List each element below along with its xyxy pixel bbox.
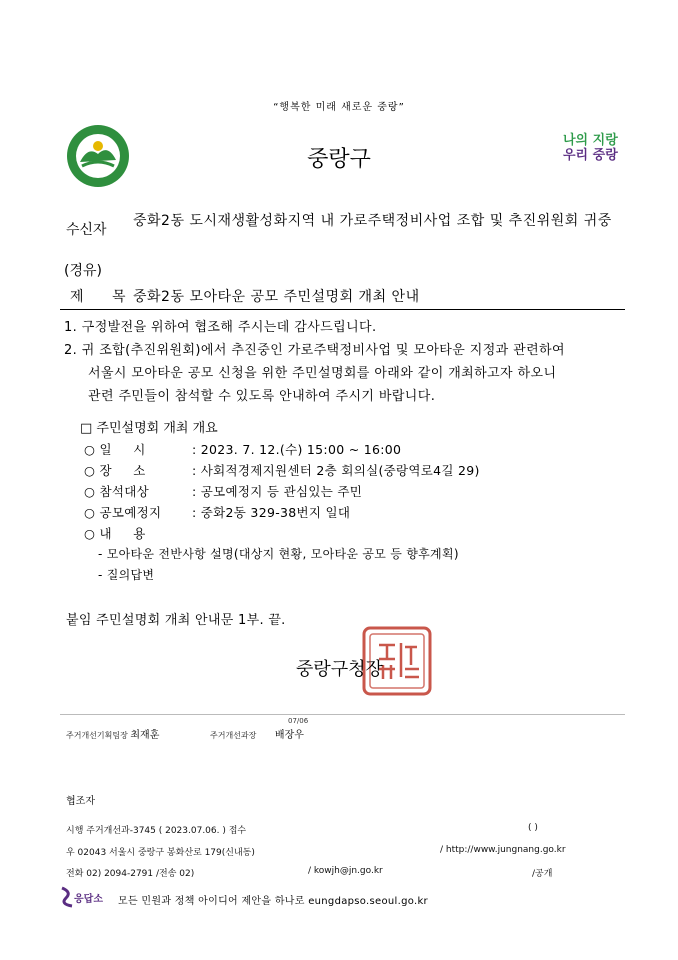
paragraph-1: 1. 구정발전을 위하여 협조해 주시는데 감사드립니다.	[64, 320, 377, 335]
brand-line-1: 나의 지랑	[563, 133, 618, 148]
item-value: : 공모예정지 등 관심있는 주민	[192, 484, 363, 499]
approver-2-title: 주거개선과장	[210, 731, 257, 740]
approver-1	[66, 726, 159, 741]
subject-label: 제 목	[70, 289, 138, 305]
approval-divider	[60, 714, 625, 715]
item-label: ○ 참석대상	[84, 484, 149, 499]
overview-item-place	[84, 460, 480, 481]
paragraph-2-line-2: 서울시 모아타운 공모 신청을 위한 주민설명회를 아래와 같이 개최하고자 하오니	[88, 366, 557, 381]
overview-item-content	[84, 523, 480, 544]
content-item-2: - 질의답변	[98, 568, 155, 582]
subject-divider	[60, 309, 625, 310]
public-status: /공개	[532, 869, 553, 879]
overview-item-site	[84, 502, 480, 523]
recipient-text: 중화2동 도시재생활성화지역 내 가로주택정비사업 조합 및 추진위원회 귀중	[133, 213, 612, 229]
approver-2-date: 07/06	[288, 717, 309, 725]
overview-item-attendees	[84, 481, 480, 502]
overview-item-date	[84, 439, 480, 460]
recipient-label: 수신자	[66, 222, 107, 238]
eungdapso-logo	[58, 886, 110, 910]
enforcement-line: 시행 주거개선과-3745 ( 2023.07.06. ) 접수	[66, 826, 247, 836]
homepage-link[interactable]: / http://www.jungnang.go.kr	[440, 845, 566, 855]
email-link[interactable]: / kowjh@jn.go.kr	[308, 866, 383, 876]
organization-name: 중랑구	[307, 147, 371, 172]
sender-name: 중랑구청장	[296, 659, 383, 680]
item-value: : 사회적경제지원센터 2층 회의실(중랑역로4길 29)	[192, 463, 480, 478]
approver-1-name: 최재훈	[130, 730, 160, 741]
phone-line: 전화 02) 2094-2791 /전송 02)	[66, 869, 195, 879]
eungdapso-text: 모든 민원과 정책 아이디어 제안을 하나로 eungdapso.seoul.go.kr	[118, 896, 428, 907]
approver-1-title: 주거개선기획팀장	[66, 731, 128, 740]
item-value: : 2023. 7. 12.(수) 15:00 ~ 16:00	[192, 442, 402, 457]
paragraph-2-line-1: 2. 귀 조합(추진위원회)에서 추진중인 가로주택정비사업 및 모아타운 지정과 관련하여	[64, 343, 565, 358]
item-label: ○ 공모예정지	[84, 505, 162, 520]
item-value: : 중화2동 329-38번지 일대	[192, 505, 351, 520]
address-line: 우 02043 서울시 중랑구 봉화산로 179(신내동)	[66, 848, 255, 858]
subject-text: 중화2동 모아타운 공모 주민설명회 개최 안내	[133, 289, 420, 305]
receipt-field: ( )	[528, 823, 538, 833]
approver-2-name: 배장우	[274, 730, 304, 741]
attachment-line: 붙임 주민설명회 개최 안내문 1부. 끝.	[66, 613, 286, 628]
brand-line-2: 우리 중랑	[563, 148, 618, 163]
brand-slogan-logo	[563, 133, 623, 173]
item-label: ○ 일 시	[84, 442, 146, 457]
body-paragraphs	[64, 316, 634, 408]
overview-items	[84, 439, 480, 586]
paragraph-2-line-3: 관련 주민들이 참석할 수 있도록 안내하여 주시기 바랍니다.	[88, 389, 436, 404]
content-item-1: - 모아타운 전반사항 설명(대상지 현황, 모아타운 공모 등 향후계획)	[98, 547, 459, 561]
overview-title: □ 주민설명회 개최 개요	[80, 421, 218, 436]
item-label: ○ 내 용	[84, 526, 146, 541]
cooperator-label: 협조자	[66, 796, 95, 807]
slogan: “행복한 미래 새로운 중랑”	[273, 102, 405, 113]
item-label: ○ 장 소	[84, 463, 146, 478]
via-label: (경유)	[64, 263, 102, 279]
approver-2	[210, 726, 304, 741]
eungdapso-logo-text: 응답소	[74, 894, 103, 905]
